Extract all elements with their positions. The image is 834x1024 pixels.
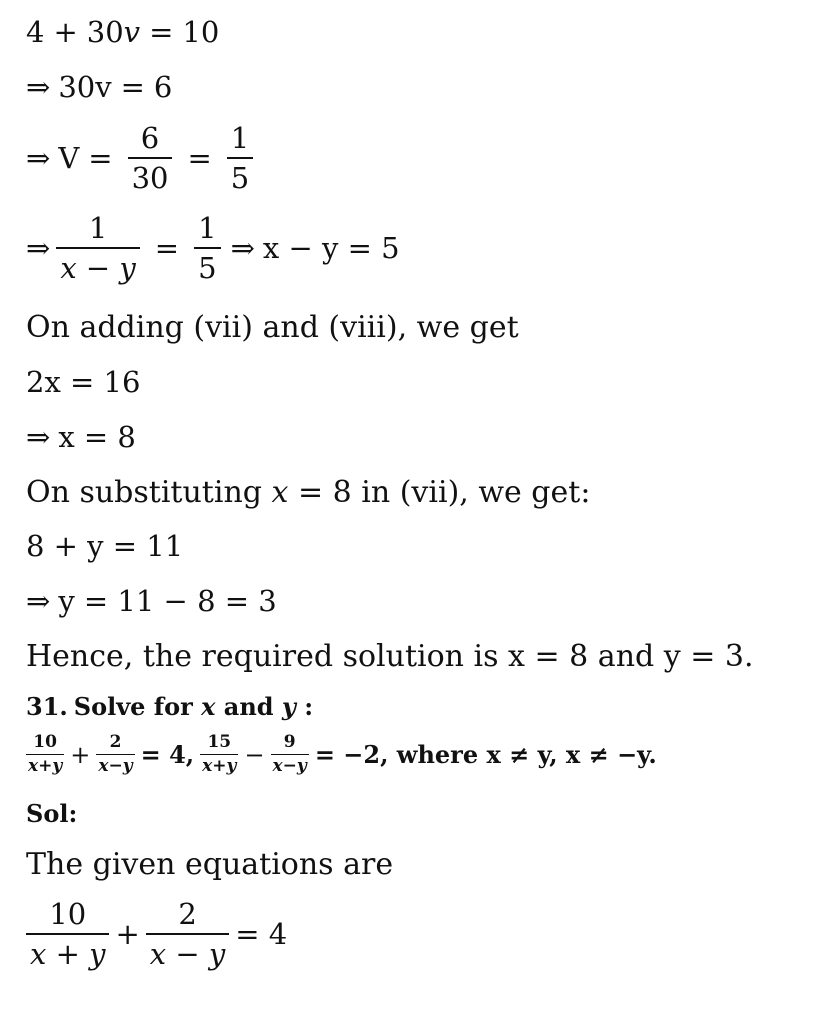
equation-line-2 [26,70,173,104]
text: Hence, the required solution is x = 8 and y = 3. [26,639,754,674]
denominator: x−y [272,756,307,776]
question-heading [26,692,314,721]
numerator: 10 [49,897,87,931]
implies-symbol: ⇒ [26,231,51,265]
fraction [200,734,238,775]
denominator: 5 [227,157,253,193]
denominator: 30 [128,157,173,193]
equals: = [149,15,174,49]
equation-line-1 [26,15,220,49]
equals: = [120,70,145,104]
numerator: 9 [283,732,296,752]
fraction [128,121,173,195]
denominator: x − y [56,247,139,283]
denominator: x+y [28,756,63,776]
fraction [96,734,134,775]
denominator: x−y [98,756,133,776]
implies-symbol: ⇒ [230,231,255,265]
text-line [26,847,394,882]
fraction [56,211,139,285]
implies-symbol: ⇒ [26,141,51,175]
text: The given equations are [26,847,394,882]
term: V [58,141,80,175]
question-equations [26,734,657,775]
term: = 4 [235,917,288,951]
fraction [26,897,109,971]
text: Sol: [26,799,78,828]
solution-equation [26,897,288,971]
denominator: 5 [194,247,220,283]
equation-line-9 [26,529,184,563]
equation-line-4 [26,211,400,285]
term: = −2, where x ≠ y, x ≠ −y. [314,739,657,769]
numerator: 15 [207,732,232,752]
term: 6 [153,70,173,104]
equation-line-10 [26,584,277,618]
numerator: 2 [178,897,197,931]
term: 30 [86,15,124,49]
variable: v [123,15,141,49]
numerator: 10 [33,732,57,752]
term: x − y = 5 [262,231,400,265]
denominator: x + y [26,933,109,969]
term: x = 8 [58,420,136,454]
operator: + [53,15,78,49]
term: 2x = 16 [26,365,141,399]
variable: y [281,692,296,721]
text: On adding (vii) and (viii), we get [26,310,519,345]
text: : [295,692,314,721]
variable: x [201,692,216,721]
fraction [271,734,309,775]
text-line [26,639,754,674]
term: y = 11 − 8 = 3 [58,584,277,618]
implies-symbol: ⇒ [26,420,51,454]
equals: = [154,231,180,265]
implies-symbol: ⇒ [26,70,51,104]
operator: + [70,740,91,769]
numerator: 1 [198,211,217,245]
fraction [146,897,229,971]
question-number: 31. [26,692,68,721]
text-line [26,310,519,345]
term: = 4, [140,739,195,769]
operator: − [244,740,265,769]
equals: = [187,141,212,175]
equals: = [88,141,113,175]
numerator: 6 [140,121,160,155]
term: 4 [26,15,45,49]
text-line [26,475,591,510]
term: 10 [182,15,220,49]
variable: x [271,475,289,510]
operator: + [115,917,140,951]
text: Solve for [73,692,202,721]
fraction [227,121,253,195]
denominator: x − y [146,933,229,969]
numerator: 1 [88,211,108,245]
solution-label [26,799,78,828]
fraction [194,211,220,285]
text: = 8 in (vii), we get: [288,475,591,510]
denominator: x+y [202,756,237,776]
numerator: 2 [109,732,122,752]
equation-line-6 [26,365,141,399]
fraction [26,734,64,775]
equation-line-7 [26,420,136,454]
term: 30v [58,70,112,104]
numerator: 1 [230,121,250,155]
text: and [215,692,282,721]
term: 8 + y = 11 [26,529,184,563]
text: On substituting [26,475,272,510]
implies-symbol: ⇒ [26,584,51,618]
equation-line-3 [26,121,259,195]
